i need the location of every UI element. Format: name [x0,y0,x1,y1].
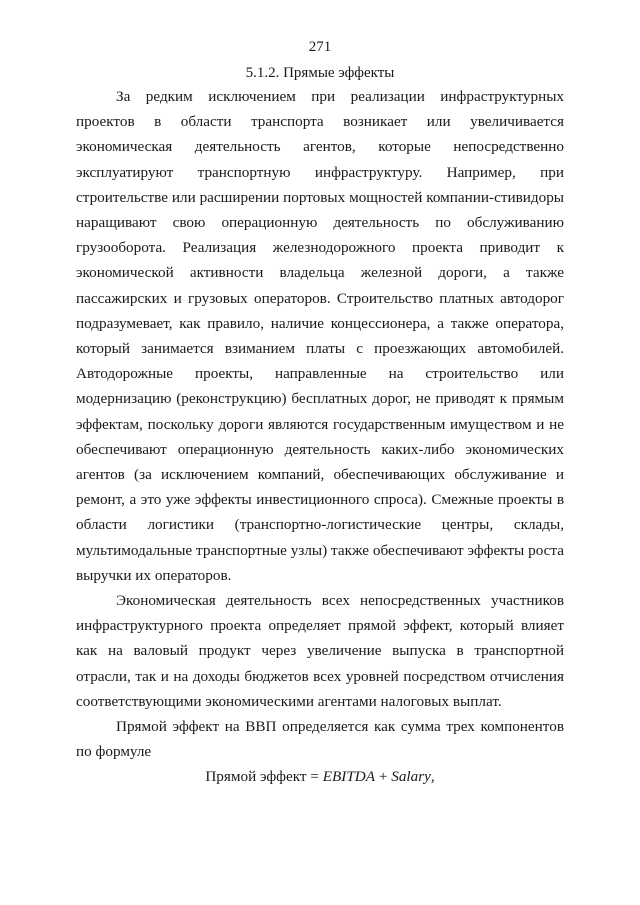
paragraph-3: Прямой эффект на ВВП определяется как сумма трех компонентов по формуле [76,718,564,761]
formula-term-salary: Salary [391,768,431,786]
paragraph-1: За редким исключением при реализации инфраструктурных проектов в области транспорта возникает или увеличивается экономическая деятельность агентов, которые непосредственно эксплуатируют транспортную инфраструктуру. Например, при строительстве или расширении портовых мощностей компании-стивидоры наращивают свою операционную деятельность по обслуживанию грузооборота. Реализация железнодорожного проекта приводит к экономической активности владельца железной дороги, а также пассажирских и грузовых операторов. Строительство платных автодорог подразумевает, как правило, наличие концессионера, а также оператора, который занимается взиманием платы с проезжающих автомобилей. Автодорожные проекты, направленные на строительство или модернизацию (реконструкцию) бесплатных дорог, не приводят к прямым эффектам, поскольку дороги являются государственным имуществом и не обеспечивают операционную деятельность каких-либо экономических агентов (за исключением компаний, обеспечивающих обслуживание и ремонт, а это уже эффекты инвестиционного спроса). Смежные проекты в области логистики (транспортно-логистические центры, склады, мультимодальные транспортные узлы) также обеспечивают эффекты роста выручки их операторов. [76,88,564,584]
body-text [76,84,564,790]
formula [76,764,564,789]
formula-trailing: , [430,768,435,786]
formula-plus: + [375,768,392,786]
formula-term-ebitda: EBITDA [322,768,376,786]
formula-label: Прямой эффект [205,768,307,786]
section-heading: 5.1.2. Прямые эффекты [245,65,395,81]
formula-equals: = [306,768,323,786]
paragraph-2: Экономическая деятельность всех непосредственных участников инфраструктурного проекта определяет прямой эффект, который влияет как на валовый продукт через увеличение выпуска в транспортной отрасли, так и на доходы бюджетов всех уровней посредством отчисления соответствующими экономическими агентами налоговых выплат. [76,592,564,710]
page-number: 271 [308,39,332,55]
